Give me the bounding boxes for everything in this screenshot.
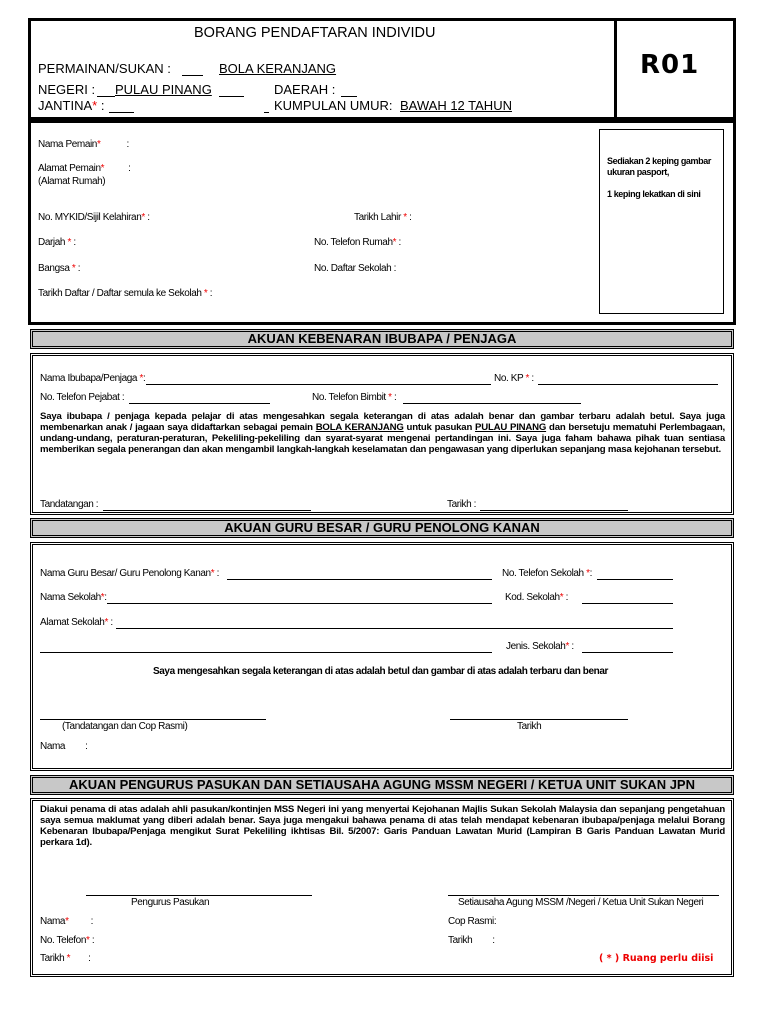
parent-signature-field[interactable] <box>103 510 311 511</box>
headmaster-confirm: Saya mengesahkan segala keterangan di atas adalah betul dan gambar di atas adalah terbaru dan benar <box>153 666 609 677</box>
school-address-field[interactable] <box>116 628 673 629</box>
parent-ic-field[interactable] <box>538 384 718 385</box>
player-address-label: Alamat Pemain* : <box>38 163 131 174</box>
headmaster-date-label: Tarikh <box>517 721 542 732</box>
headmaster-signature-field[interactable] <box>40 719 266 720</box>
school-reg-label: No. Daftar Sekolah : <box>314 263 397 274</box>
age-group-value: BAWAH 12 TAHUN <box>400 98 512 113</box>
headmaster-name-field[interactable] <box>227 579 492 580</box>
parent-date-field[interactable] <box>480 510 628 511</box>
parent-signature-label: Tandatangan : <box>40 499 99 510</box>
state-label: NEGERI : <box>38 82 96 97</box>
school-name-label: Nama Sekolah*: <box>40 592 107 603</box>
school-code-field[interactable] <box>582 603 673 604</box>
sport-label: PERMAINAN/SUKAN : <box>38 61 171 76</box>
player-name-label: Nama Pemain* : <box>38 139 129 150</box>
reg-date-label: Tarikh Daftar / Daftar semula ke Sekolah * : <box>38 288 213 299</box>
headmaster-heading: AKUAN GURU BESAR / GURU PENOLONG KANAN <box>30 518 734 538</box>
school-phone-label: No. Telefon Sekolah *: <box>502 568 593 579</box>
photo-note-2: 1 keping lekatkan di sini <box>607 189 701 199</box>
gender-blank <box>109 112 134 113</box>
school-type-label: Jenis. Sekolah* : <box>506 641 574 652</box>
district-label: DAERAH : <box>274 82 336 97</box>
player-address-note: (Alamat Rumah) <box>38 176 106 187</box>
parent-date-label: Tarikh : <box>447 499 477 510</box>
school-address-field-2[interactable] <box>40 652 492 653</box>
manager-phone-label: No. Telefon* : <box>40 935 95 946</box>
team-declaration: Diakui penama di atas adalah ahli pasukan/kontinjen MSS Negeri ini yang menyertai Kejohanan Majlis Sukan Sekolah Malaysia dan sepanjang pengetahuan saya semua maklumat yang diberi adalah benar. Saya juga mengakui bahawa penama di atas telah mendapat kebenaran ibubapa/penjaga melalui Borang Kebenaran Ibubapa/Penjaga mengikut Surat Pekeliling ikhtisas Bil. 5/2007: Garis Panduan Lawatan Murid (Lampiran B Garis Panduan Lawatan Murid perkara 1d). <box>40 804 725 848</box>
state-value: PULAU PINANG <box>115 82 212 97</box>
manager-date-label: Tarikh * : <box>40 953 91 964</box>
school-phone-field[interactable] <box>597 579 673 580</box>
secretary-label: Setiausaha Agung MSSM /Negeri / Ketua Unit Sukan Negeri <box>458 897 704 908</box>
state-blank-2 <box>219 96 244 97</box>
form-title: BORANG PENDAFTARAN INDIVIDU <box>194 25 436 41</box>
home-phone-label: No. Telefon Rumah* : <box>314 237 401 248</box>
state-blank <box>97 96 115 97</box>
mobile-label: No. Telefon Bimbit * : <box>312 392 397 403</box>
office-phone-field[interactable] <box>129 403 270 404</box>
stamp-label: Cop Rasmi: <box>448 916 497 927</box>
school-code-label: Kod. Sekolah* : <box>505 592 568 603</box>
manager-label: Pengurus Pasukan <box>131 897 210 908</box>
office-phone-label: No. Telefon Pejabat : <box>40 392 125 403</box>
headmaster-date-field[interactable] <box>450 719 628 720</box>
team-heading: AKUAN PENGURUS PASUKAN DAN SETIAUSAHA AGUNG MSSM NEGERI / KETUA UNIT SUKAN JPN <box>30 775 734 795</box>
parent-declaration: Saya ibubapa / penjaga kepada pelajar di atas mengesahkan segala keterangan di atas adalah benar dan gambar terbaru adalah betul. Saya juga membenarkan anak / jagaan saya didaftarkan sebagai pemain BOLA KERANJANG untuk pasukan PULAU PINANG dan bersetuju mematuhi Perlembagaan, undang-undang, peraturan-peraturan, Pekeliling-pekeliling dan syarat-syarat mengenai pertandingan ini. Saya juga faham bahawa pihak tuan sentiasa memberikan segala penerangan dan akan mengambil langkah-langkah keselamatan dan pengawasan yang diperlukan sepanjang masa kejohanan tersebut. <box>40 411 725 455</box>
district-blank <box>341 96 357 97</box>
photo-note: Sediakan 2 keping gambar ukuran pasport, <box>607 156 711 177</box>
secretary-date-label: Tarikh : <box>448 935 495 946</box>
race-label: Bangsa * : <box>38 263 81 274</box>
school-address-label: Alamat Sekolah* : <box>40 617 113 628</box>
parent-ic-label: No. KP * : <box>494 373 534 384</box>
parent-name-field[interactable] <box>146 384 491 385</box>
class-label: Darjah * : <box>38 237 76 248</box>
parent-heading: AKUAN KEBENARAN IBUBAPA / PENJAGA <box>30 329 734 349</box>
age-group-label: KUMPULAN UMUR: <box>274 98 393 113</box>
mobile-field[interactable] <box>403 403 581 404</box>
sport-value: BOLA KERANJANG <box>219 61 337 76</box>
parent-name-label: Nama Ibubapa/Penjaga *: <box>40 373 146 384</box>
sport-blank <box>182 75 203 76</box>
age-blank <box>264 112 269 113</box>
sign-stamp-label: (Tandatangan dan Cop Rasmi) <box>62 721 188 732</box>
dob-label: Tarikh Lahir * : <box>354 212 412 223</box>
manager-signature-field[interactable] <box>86 895 312 896</box>
gender-label: JANTINA* : <box>38 98 105 113</box>
school-name-field[interactable] <box>107 603 492 604</box>
headmaster-name-line: Nama : <box>40 741 88 752</box>
headmaster-name-label: Nama Guru Besar/ Guru Penolong Kanan* : <box>40 568 219 579</box>
mykid-label: No. MYKID/Sijil Kelahiran* : <box>38 212 150 223</box>
secretary-signature-field[interactable] <box>448 895 719 896</box>
required-note: ( * ) Ruang perlu diisi <box>599 953 714 964</box>
manager-name-label: Nama* : <box>40 916 93 927</box>
form-code: R01 <box>640 50 700 80</box>
school-type-field[interactable] <box>582 652 673 653</box>
